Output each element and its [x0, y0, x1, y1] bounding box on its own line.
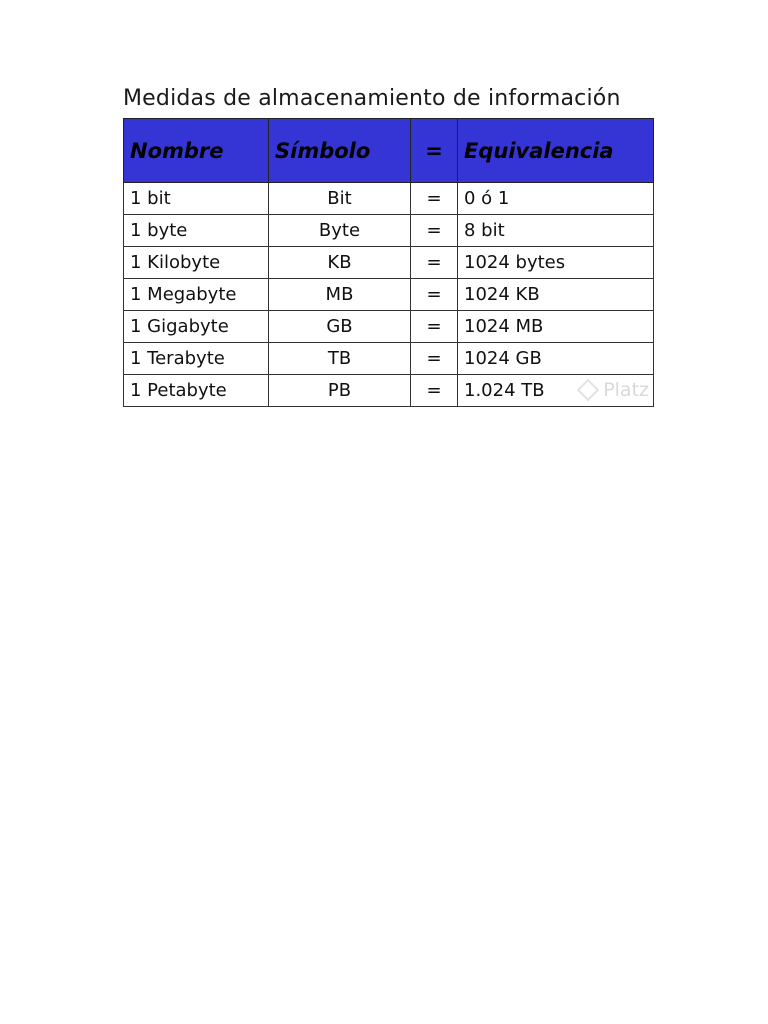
- cell-equals: =: [411, 279, 458, 311]
- watermark: [580, 379, 649, 401]
- cell-nombre: 1 bit: [124, 183, 269, 215]
- cell-equivalencia: 1024 bytes: [458, 247, 654, 279]
- table-header-row: [124, 119, 654, 183]
- watermark-text: Platz: [603, 379, 649, 401]
- cell-nombre: 1 Kilobyte: [124, 247, 269, 279]
- cell-simbolo: MB: [269, 279, 411, 311]
- cell-equivalencia: 0 ó 1: [458, 183, 654, 215]
- cell-equivalencia-text: 1.024 TB: [464, 380, 545, 401]
- cell-simbolo: TB: [269, 343, 411, 375]
- table-row: [124, 215, 654, 247]
- cell-equals: =: [411, 183, 458, 215]
- cell-simbolo: KB: [269, 247, 411, 279]
- header-equals: =: [411, 119, 458, 183]
- cell-equivalencia: 1024 KB: [458, 279, 654, 311]
- cell-equivalencia: 1024 GB: [458, 343, 654, 375]
- header-equivalencia: Equivalencia: [458, 119, 654, 183]
- cell-simbolo: Bit: [269, 183, 411, 215]
- header-simbolo: Símbolo: [269, 119, 411, 183]
- storage-units-table: [123, 118, 653, 407]
- cell-equals: =: [411, 215, 458, 247]
- table-row: [124, 311, 654, 343]
- cell-equals: =: [411, 247, 458, 279]
- table-row: [124, 247, 654, 279]
- cell-nombre: 1 Terabyte: [124, 343, 269, 375]
- table-row: [124, 183, 654, 215]
- table-row: [124, 375, 654, 407]
- cell-equivalencia-last: [458, 375, 654, 407]
- cell-equivalencia: 1024 MB: [458, 311, 654, 343]
- cell-nombre: 1 Petabyte: [124, 375, 269, 407]
- cell-equivalencia: 8 bit: [458, 215, 654, 247]
- table-row: [124, 343, 654, 375]
- cell-simbolo: GB: [269, 311, 411, 343]
- platzi-logo-icon: [577, 379, 600, 402]
- cell-equals: =: [411, 343, 458, 375]
- cell-nombre: 1 Gigabyte: [124, 311, 269, 343]
- cell-nombre: 1 byte: [124, 215, 269, 247]
- cell-nombre: 1 Megabyte: [124, 279, 269, 311]
- header-nombre: Nombre: [124, 119, 269, 183]
- table-row: [124, 279, 654, 311]
- cell-equals: =: [411, 311, 458, 343]
- cell-simbolo: PB: [269, 375, 411, 407]
- page-title: Medidas de almacenamiento de información: [123, 86, 621, 111]
- cell-simbolo: Byte: [269, 215, 411, 247]
- cell-equals: =: [411, 375, 458, 407]
